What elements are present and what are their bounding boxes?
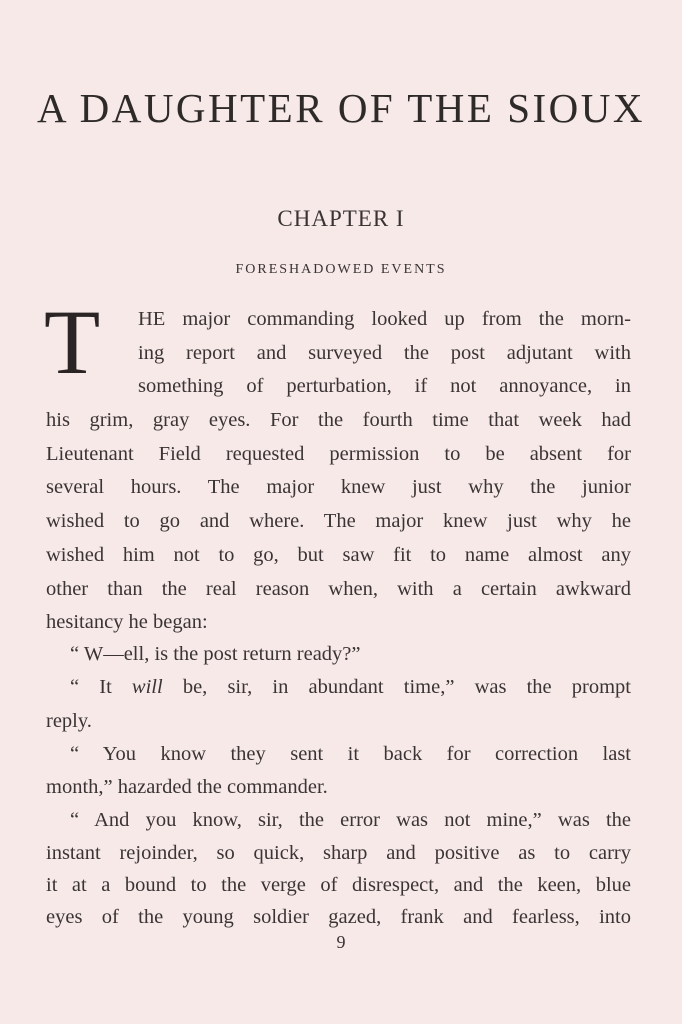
text-line: several hours. The major knew just why the junior [46, 476, 631, 498]
text-line: “ It will be, sir, in abundant time,” was the prompt [70, 676, 632, 698]
emphasized-word: will [131, 676, 163, 698]
page-number: 9 [336, 932, 346, 952]
section-title: FORESHADOWED EVENTS [235, 262, 447, 277]
text-line: other than the real reason when, with a certain awkward [46, 578, 631, 600]
text-line: “ You know they sent it back for correction last [70, 743, 631, 765]
drop-cap: T [44, 291, 101, 393]
chapter-heading: CHAPTER I [277, 206, 405, 231]
text-line: instant rejoinder, so quick, sharp and positive as to carry [46, 842, 631, 864]
text-line: it at a bound to the verge of disrespect, and the keen, blue [46, 874, 631, 896]
text-line: his grim, gray eyes. For the fourth time that week had [46, 409, 631, 431]
text-line: “ And you know, sir, the error was not mine,” was the [70, 809, 631, 831]
text-line: wished to go and where. The major knew just why he [46, 510, 631, 532]
text-line: month,” hazarded the commander. [46, 776, 328, 798]
book-title: A DAUGHTER OF THE SIOUX [37, 85, 645, 131]
text-line: eyes of the young soldier gazed, frank and fearless, into [46, 906, 631, 928]
text-line: something of perturbation, if not annoyance, in [138, 375, 631, 397]
text-line: “ W—ell, is the post return ready?” [70, 643, 361, 665]
text-line: HE major commanding looked up from the morn- [138, 308, 631, 330]
text-line: reply. [46, 710, 92, 732]
text-line: wished him not to go, but saw fit to name almost any [46, 544, 631, 566]
text-line: hesitancy he began: [46, 611, 208, 633]
text-line: Lieutenant Field requested permission to be absent for [46, 443, 631, 465]
text-line: ing report and surveyed the post adjutant with [138, 342, 631, 364]
